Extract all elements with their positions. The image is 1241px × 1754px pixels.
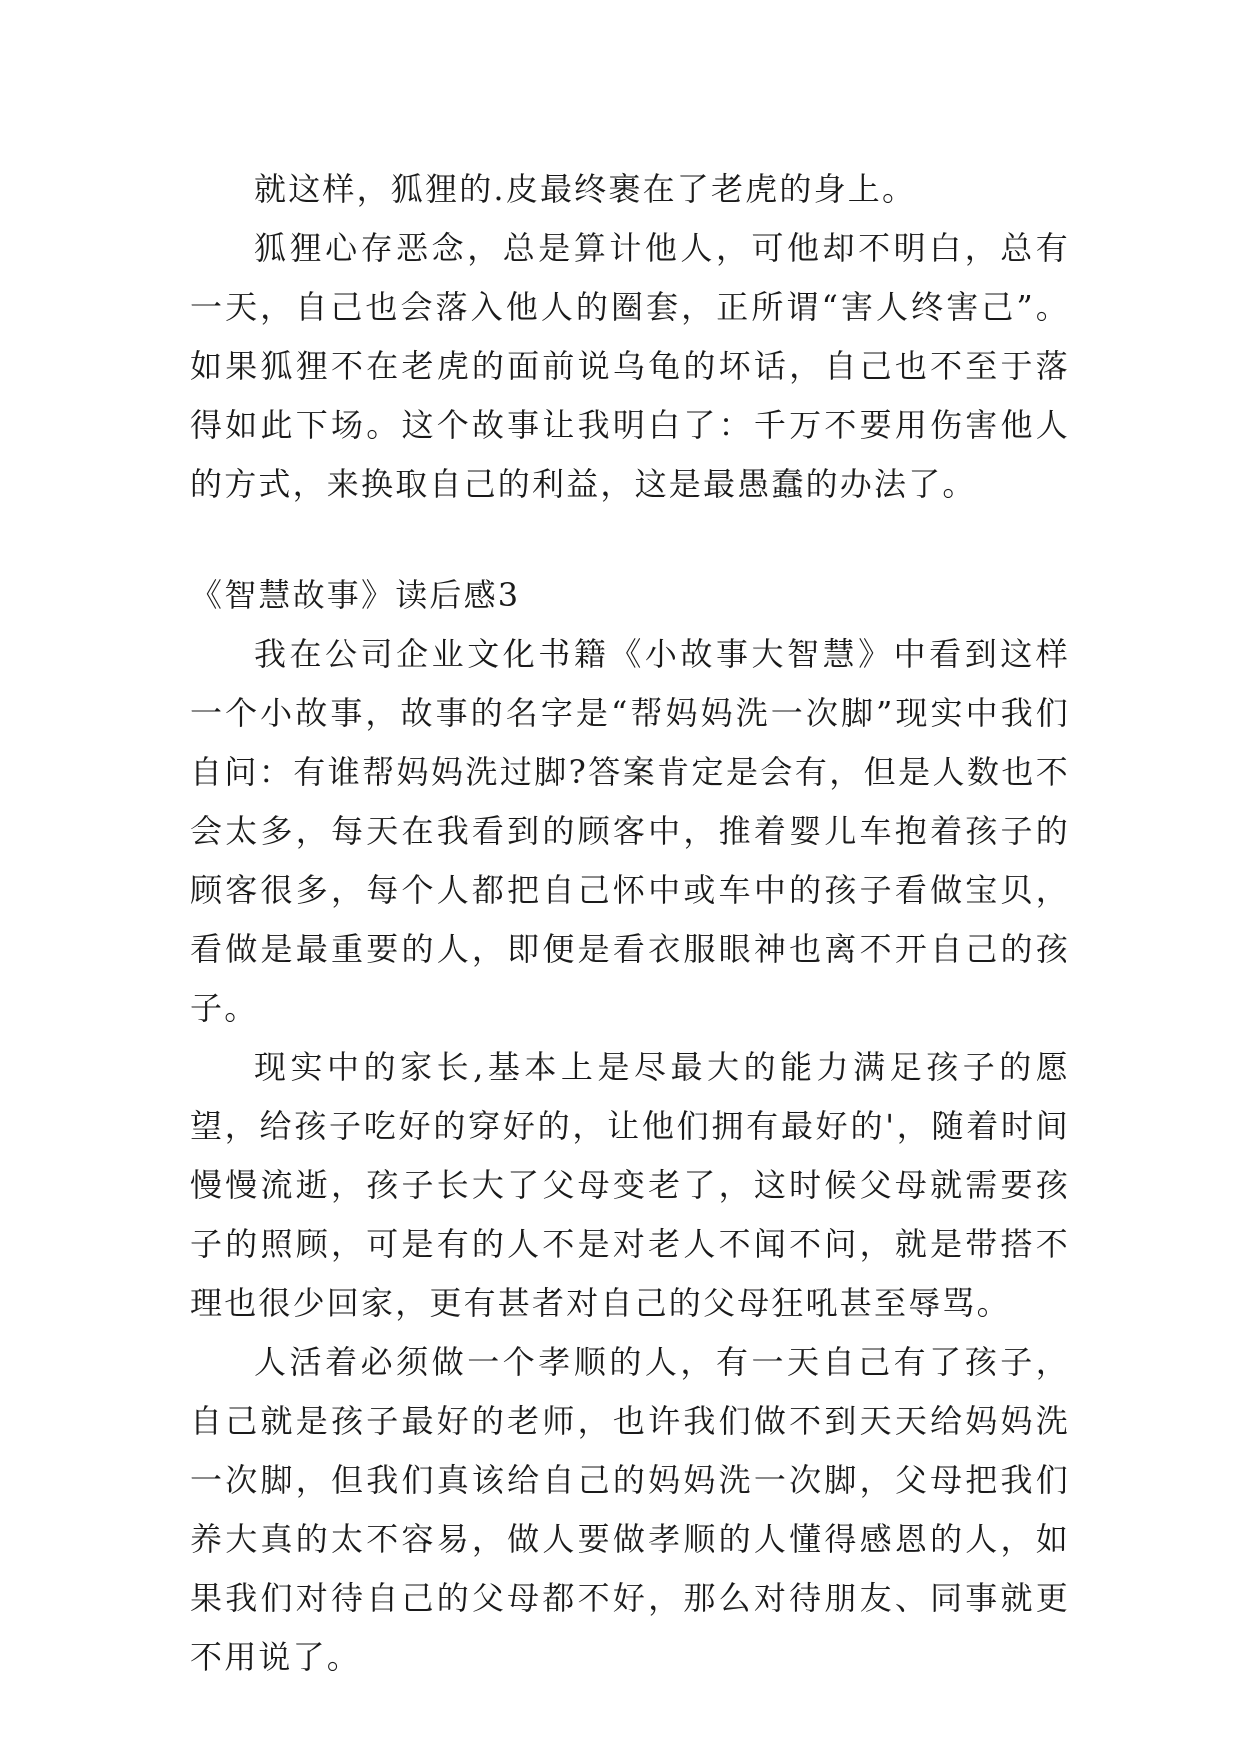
paragraph-wash-feet-story: 我在公司企业文化书籍《小故事大智慧》中看到这样一个小故事，故事的名字是“帮妈妈洗一次脚”现实中我们自问：有谁帮妈妈洗过脚?答案肯定是会有，但是人数也不会太多，每天在我看到的顾客中，推着婴儿车抱着孩子的顾客很多，每个人都把自己怀中或车中的孩子看做宝贝，看做是最重要的人，即便是看衣服眼神也离不开自己的孩子。 (190, 635, 1070, 1027)
paragraph-parents-reality: 现实中的家长,基本上是尽最大的能力满足孩子的愿望，给孩子吃好的穿好的，让他们拥有最好的'，随着时间慢慢流逝，孩子长大了父母变老了，这时候父母就需要孩子的照顾，可是有的人不是对老人不闻不问，就是带搭不理也很少回家，更有甚者对自己的父母狂吼甚至辱骂。 (190, 1048, 1070, 1322)
paragraph-story-moral: 狐狸心存恶念，总是算计他人，可他却不明白，总有一天，自己也会落入他人的圈套，正所谓“害人终害己”。如果狐狸不在老虎的面前说乌龟的坏话，自己也不至于落得如此下场。这个故事让我明白了：千万不要用伤害他人的方式，来换取自己的利益，这是最愚蠢的办法了。 (190, 229, 1070, 503)
paragraph-story-ending: 就这样，狐狸的.皮最终裹在了老虎的身上。 (254, 170, 917, 208)
document-body (190, 160, 1070, 1687)
section-heading: 《智慧故事》读后感3 (190, 576, 521, 614)
paragraph-filial-piety: 人活着必须做一个孝顺的人，有一天自己有了孩子，自己就是孩子最好的老师，也许我们做不到天天给妈妈洗一次脚，但我们真该给自己的妈妈洗一次脚，父母把我们养大真的太不容易，做人要做孝顺的人懂得感恩的人，如果我们对待自己的父母都不好，那么对待朋友、同事就更不用说了。 (190, 1343, 1070, 1676)
